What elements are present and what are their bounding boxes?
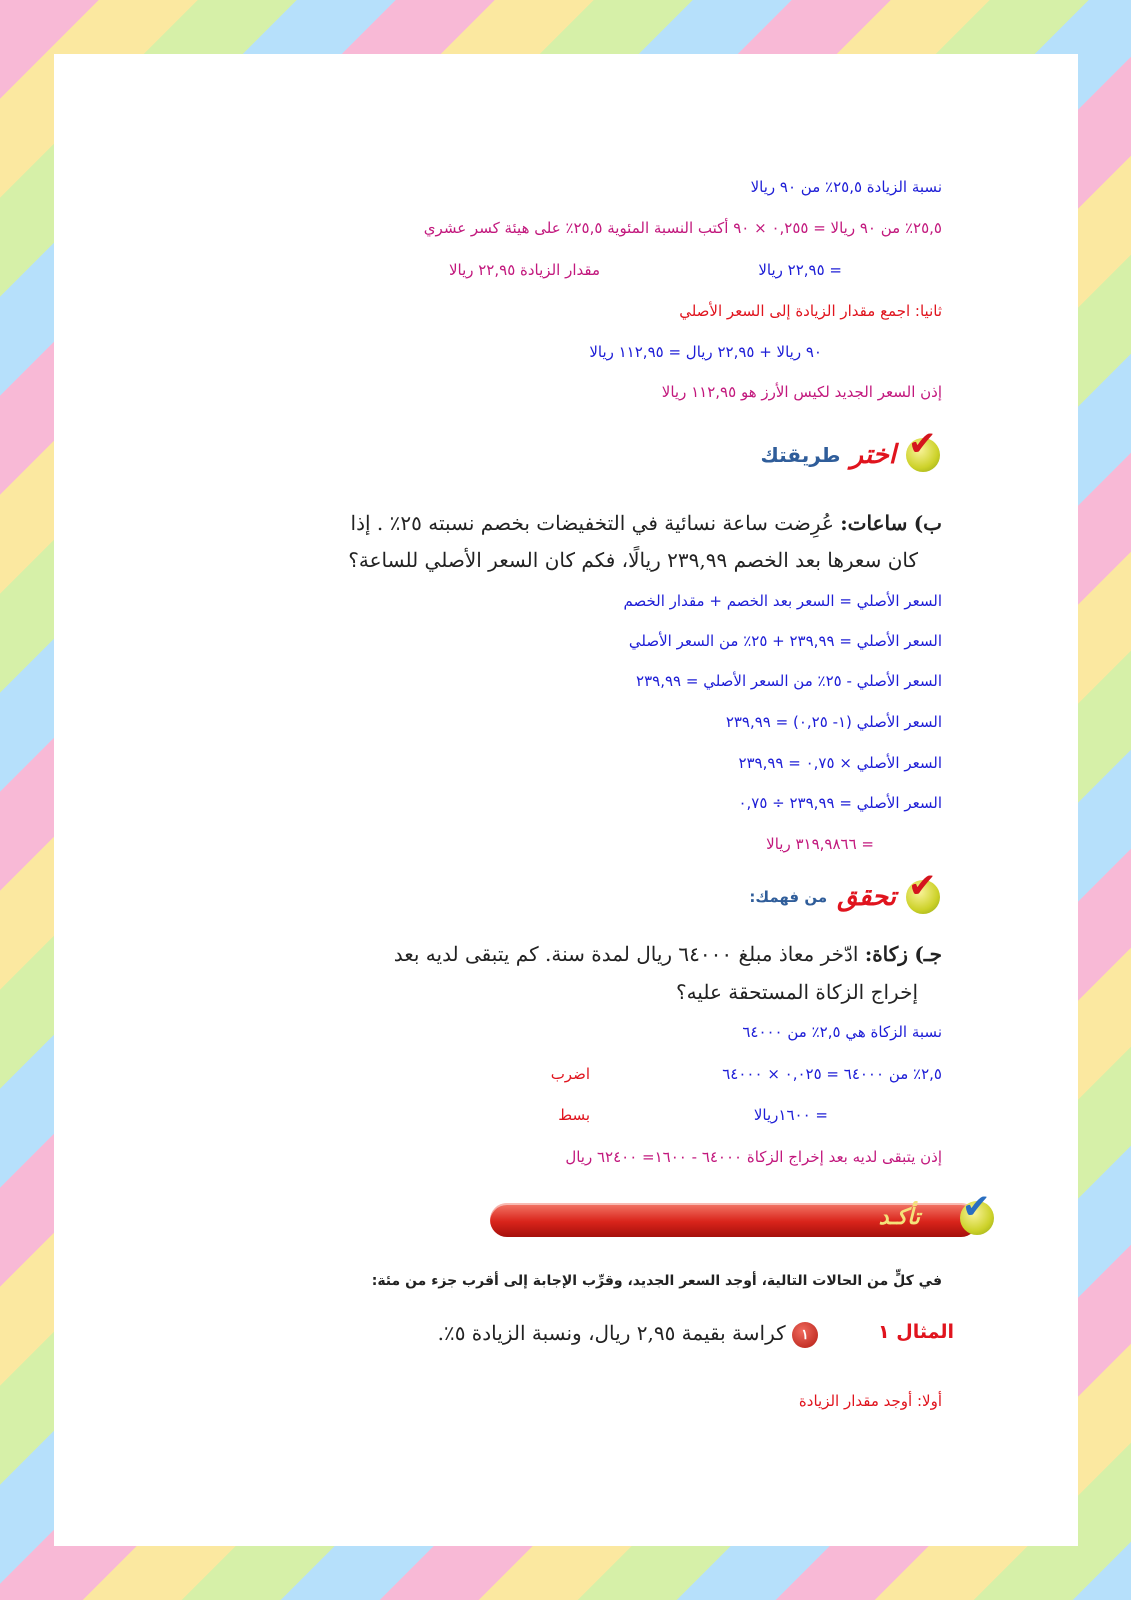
choose-method-header <box>761 438 940 472</box>
problem-b-keyword: ساعات: <box>840 511 908 535</box>
solution-b-step5: السعر الأصلي × ٠,٧٥ = ٢٣٩,٩٩ <box>738 754 942 772</box>
sum-line: ٩٠ ريالا + ٢٢,٩٥ ريال = ١١٢,٩٥ ريالا <box>589 343 822 361</box>
solution-c-step2-note: اضرب <box>550 1065 590 1083</box>
confirm-section-label: تأكـد <box>878 1205 920 1230</box>
choose-method-title-blue: طريقتك <box>760 443 841 467</box>
confirm-section-bar <box>490 1203 978 1237</box>
solution-b-step2: السعر الأصلي = ٢٣٩,٩٩ + ٢٥٪ من السعر الأصلي <box>628 632 942 650</box>
solution-b-step3: السعر الأصلي - ٢٥٪ من السعر الأصلي = ٢٣٩,٩٩ <box>636 672 942 690</box>
solution-b-step4: السعر الأصلي (١- ٠,٢٥) = ٢٣٩,٩٩ <box>725 713 942 731</box>
new-price-conclusion: إذن السعر الجديد لكيس الأرز هو ١١٢,٩٥ ريالا <box>661 383 942 401</box>
increase-amount-note: مقدار الزيادة ٢٢,٩٥ ريالا <box>448 261 600 279</box>
decimal-conversion-line: ٢٥,٥٪ من ٩٠ ريالا = ٠,٢٥٥ × ٩٠ أكتب النسبة المئوية ٢٥,٥٪ على هيئة كسر عشري <box>423 219 942 237</box>
check-understanding-title-red: تحقق <box>837 882 896 912</box>
solution-c-step3: = ١٦٠٠ريالا <box>753 1106 828 1124</box>
problem-b-text1: عُرِضت ساعة نسائية في التخفيضات بخصم نسبته ٢٥٪ . إذا <box>350 511 834 535</box>
increase-rate-line: نسبة الزيادة ٢٥,٥٪ من ٩٠ ريالا <box>750 178 942 196</box>
problem-c-text1: ادّخر معاذ مبلغ ٦٤٠٠٠ ريال لمدة سنة. كم يتبقى لديه بعد <box>393 942 859 966</box>
exercise-1 <box>438 1316 818 1350</box>
solution-c-step1: نسبة الزكاة هي ٢,٥٪ من ٦٤٠٠٠ <box>742 1023 942 1041</box>
problem-b-prefix: ب) <box>913 511 942 535</box>
exercise-number-badge: ١ <box>792 1322 818 1348</box>
exercises-instruction: في كلٍّ من الحالات التالية، أوجد السعر الجديد، وقرِّب الإجابة إلى أقرب جزء من مئة: <box>371 1273 942 1289</box>
example-reference: المثال ١ <box>878 1321 954 1343</box>
problem-c-line1 <box>394 937 942 971</box>
solution-b-result: = ٣١٩,٩٨٦٦ ريالا <box>766 835 874 853</box>
choose-method-title-red: اختر <box>850 440 896 470</box>
first-step-title: أولا: أوجد مقدار الزيادة <box>798 1392 942 1410</box>
solution-b-step1: السعر الأصلي = السعر بعد الخصم + مقدار الخصم <box>623 592 942 610</box>
check-understanding-title-blue: من فهمك: <box>749 888 828 906</box>
solution-b-step6: السعر الأصلي = ٢٣٩,٩٩ ÷ ٠,٧٥ <box>738 794 942 812</box>
zakat-conclusion: إذن يتبقى لديه بعد إخراج الزكاة ٦٤٠٠٠ - ١٦٠٠= ٦٢٤٠٠ ريال <box>565 1148 942 1166</box>
problem-c-keyword: زكاة: <box>864 942 908 966</box>
check-mark-icon <box>906 438 940 472</box>
check-mark-icon <box>906 880 940 914</box>
problem-b-line1 <box>351 506 942 540</box>
check-understanding-header <box>749 880 940 914</box>
increase-result: = ٢٢,٩٥ ريالا <box>758 261 842 279</box>
exercise-1-text: كراسة بقيمة ٢,٩٥ ريال، ونسبة الزيادة ٥٪. <box>437 1321 786 1345</box>
problem-c-text2: إخراج الزكاة المستحقة عليه؟ <box>675 980 918 1004</box>
check-mark-icon <box>960 1201 994 1235</box>
solution-c-step2: ٢,٥٪ من ٦٤٠٠٠ = ٠,٠٢٥ × ٦٤٠٠٠ <box>722 1065 942 1083</box>
problem-c-prefix: جـ) <box>914 942 942 966</box>
problem-b-text2: كان سعرها بعد الخصم ٢٣٩,٩٩ ريالًا، فكم كان السعر الأصلي للساعة؟ <box>348 548 918 572</box>
page-sheet <box>54 54 1078 1546</box>
step-two-title: ثانيا: اجمع مقدار الزيادة إلى السعر الأصلي <box>679 302 942 320</box>
solution-c-step3-note: بسط <box>558 1106 590 1124</box>
